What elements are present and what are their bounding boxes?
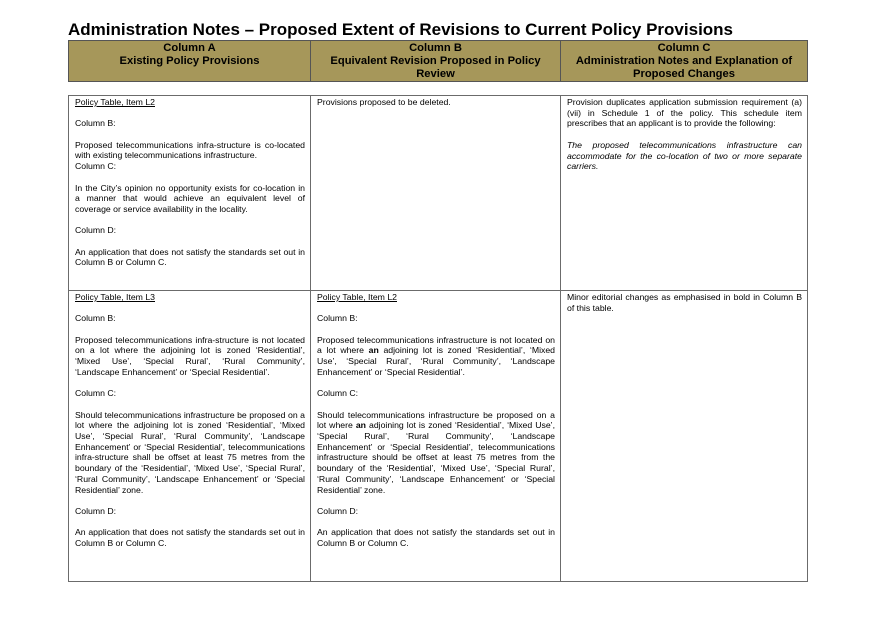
column-d-text: An application that does not satisfy the standards set out in Column B or Column C. xyxy=(75,246,305,268)
table-row xyxy=(69,96,808,291)
column-d-text: An application that does not satisfy the standards set out in Column B or Column C. xyxy=(317,527,555,549)
column-d-text: An application that does not satisfy the standards set out in Column B or Column C. xyxy=(75,527,305,549)
item-reference: Policy Table, Item L2 xyxy=(317,292,397,302)
column-b-text: Proposed telecommunications infra-structure is co-located with existing telecommunications infrastructure. xyxy=(75,139,305,161)
header-column-b-label: Column B xyxy=(409,42,462,54)
deletion-note: Provisions proposed to be deleted. xyxy=(317,97,451,107)
text-segment: adjoining lot is zoned ‘Residential’, ‘Mixed Use’, ‘Special Rural’, ‘Rural Community’, ‘Landscape Enhancement’ or ‘Special Residential’. xyxy=(317,345,556,377)
header-column-a-label: Column A xyxy=(163,42,216,54)
page-title: Administration Notes – Proposed Extent of Revisions to Current Policy Provisions xyxy=(68,20,734,39)
item-reference: Policy Table, Item L2 xyxy=(75,97,155,107)
header-column-b-title: Equivalent Revision Proposed in Policy Review xyxy=(330,55,541,80)
row2-column-c xyxy=(561,291,808,582)
column-c-text: In the City’s opinion no opportunity exists for co-location in a manner that would achieve an equivalent level of coverage or service availability in the locality. xyxy=(75,182,305,214)
text-segment: Proposed telecommunications infrastructure is not located on a lot where xyxy=(317,334,555,356)
column-c-label: Column C: xyxy=(75,388,117,399)
header-column-c-label: Column C xyxy=(657,42,711,54)
column-c-text xyxy=(317,410,555,496)
column-c-label: Column C: xyxy=(317,388,359,399)
column-b-label: Column B: xyxy=(75,313,116,324)
header-column-c xyxy=(561,41,808,82)
column-d-label: Column D: xyxy=(75,225,117,236)
item-reference: Policy Table, Item L3 xyxy=(75,292,155,302)
admin-note: Provision duplicates application submission requirement (a)(vii) in Schedule 1 of the policy. This schedule item prescribes that an applicant is to provide the following: xyxy=(567,97,802,129)
emphasis-bold: an xyxy=(355,420,366,431)
header-column-c-title: Administration Notes and Explanation of Proposed Changes xyxy=(575,55,793,80)
row1-column-b xyxy=(311,96,561,291)
header-table xyxy=(68,40,808,82)
column-c-text: Should telecommunications infrastructure be proposed on a lot where the adjoining lot is zoned ‘Residential’, ‘Mixed Use’, ‘Special Rural’, ‘Rural Community’, ‘Landscape Enhancement’ or ‘Special Residential’, telecommunications infra-structure shall be offset at least 75 metres from the boundary of the ‘Residential’, ‘Mixed Use’, ‘Special Rural’, ‘Rural Community’, ‘Landscape Enhancement’ or ‘Special Residential’ zone. xyxy=(75,409,305,495)
emphasis-bold: an xyxy=(368,345,379,356)
revisions-table xyxy=(68,95,808,582)
admin-note: Minor editorial changes as emphasised in bold in Column B of this table. xyxy=(567,292,802,313)
column-b-text xyxy=(317,335,555,378)
header-column-a-title: Existing Policy Provisions xyxy=(119,55,260,67)
column-b-label: Column B: xyxy=(75,118,116,129)
column-b-label: Column B: xyxy=(317,313,358,324)
column-b-text: Proposed telecommunications infra-structure is not located on a lot where the adjoining lot is zoned ‘Residential’, ‘Mixed Use’, ‘Special Rural’, ‘Rural Community’, ‘Landscape Enhancement’ or ‘Special Residential’. xyxy=(75,334,305,377)
column-d-label: Column D: xyxy=(75,505,117,516)
table-row xyxy=(69,291,808,582)
row1-column-a xyxy=(69,96,311,291)
schedule-quote: The proposed telecommunications infrastructure can accommodate for the co-location of two or more separate carriers. xyxy=(567,139,802,172)
text-segment: Should telecommunications infrastructure be proposed on a lot where xyxy=(317,409,555,431)
header-column-a xyxy=(69,41,311,82)
row2-column-a xyxy=(69,291,311,582)
text-segment: adjoining lot is zoned ‘Residential’, ‘Mixed Use’, ‘Special Rural’, ‘Rural Community’, ‘Landscape Enhancement’ or ‘Special Residential’, telecommunications infrastructure should be offset at least 75 metres from the boundary of the ‘Residential’, ‘Mixed Use’, ‘Special Rural’, ‘Rural Community’, ‘Landscape Enhancement’ or ‘Special Residential’ zone. xyxy=(317,420,555,495)
column-c-label: Column C: xyxy=(75,161,117,172)
column-d-label: Column D: xyxy=(317,505,359,516)
row2-column-b xyxy=(311,291,561,582)
row1-column-c xyxy=(561,96,808,291)
header-column-b xyxy=(311,41,561,82)
